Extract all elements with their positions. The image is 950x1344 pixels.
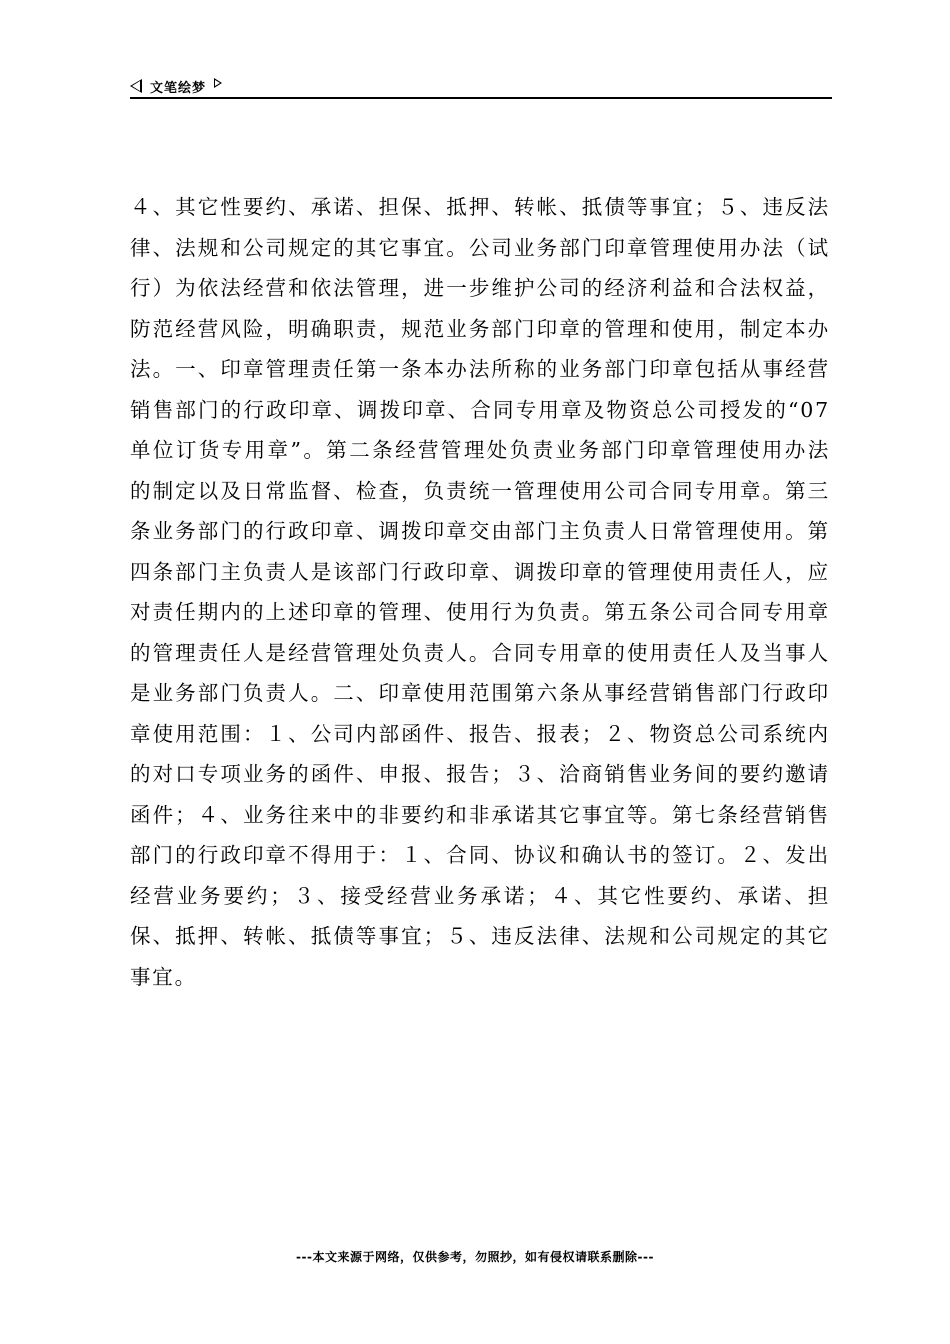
page-header: [130, 74, 832, 98]
triangle-left-outline-icon: [130, 79, 142, 93]
header-divider: [130, 97, 832, 99]
triangle-right-outline-icon: [214, 78, 222, 88]
body-paragraph: ４、其它性要约、承诺、担保、抵押、转帐、抵债等事宜；５、违反法律、法规和公司规定的其它事宜。公司业务部门印章管理使用办法（试行）为依法经营和依法管理，进一步维护公司的经济利益和合法权益，防范经营风险，明确职责，规范业务部门印章的管理和使用，制定本办法。一、印章管理责任第一条本办法所称的业务部门印章包括从事经营销售部门的行政印章、调拨印章、合同专用章及物资总公司授发的“07单位订货专用章”。第二条经营管理处负责业务部门印章管理使用办法的制定以及日常监督、检查，负责统一管理使用公司合同专用章。第三条业务部门的行政印章、调拨印章交由部门主负责人日常管理使用。第四条部门主负责人是该部门行政印章、调拨印章的管理使用责任人，应对责任期内的上述印章的管理、使用行为负责。第五条公司合同专用章的管理责任人是经营管理处负责人。合同专用章的使用责任人及当事人是业务部门负责人。二、印章使用范围第六条从事经营销售部门行政印章使用范围：１、公司内部函件、报告、报表；２、物资总公司系统内的对口专项业务的函件、申报、报告；３、洽商销售业务间的要约邀请函件；４、业务往来中的非要约和非承诺其它事宜等。第七条经营销售部门的行政印章不得用于：１、合同、协议和确认书的签订。２、发出经营业务要约；３、接受经营业务承诺；４、其它性要约、承诺、担保、抵押、转帐、抵债等事宜；５、违反法律、法规和公司规定的其它事宜。: [130, 195, 830, 989]
document-body: [130, 187, 830, 997]
page-footer: ---本文来源于网络，仅供参考，勿照抄，如有侵权请联系删除---: [296, 1250, 654, 1264]
header-title: 文笔绘梦: [150, 80, 207, 96]
